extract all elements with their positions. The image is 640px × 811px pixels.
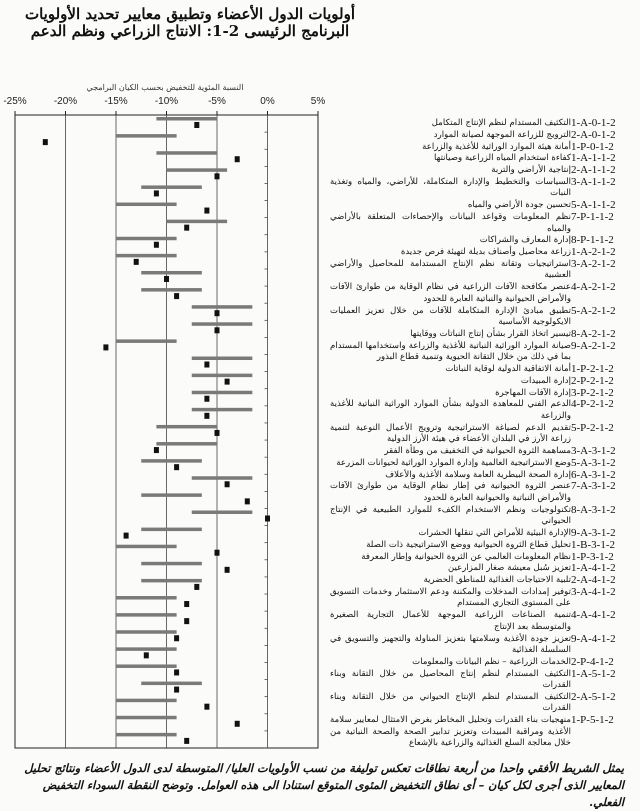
range-bar [192, 391, 253, 395]
row-text: تنمية الصناعات الزراعية الموجهة للأعمال التجارية الصغيرة والمتوسطة بعد الإنتاج [330, 610, 571, 632]
row-label [330, 177, 635, 200]
actual-marker [184, 225, 189, 231]
row-label [330, 399, 635, 422]
row-text: عنصر الثروة الحيوانية في إطار نظام الوقاية من طوارئ الآفات والأمراض النباتية والحيوانية العابرة للحدود [330, 481, 571, 503]
row-label [330, 364, 635, 376]
range-bar [192, 374, 253, 378]
row-label [330, 669, 635, 692]
range-bar [167, 168, 228, 172]
actual-marker [204, 208, 209, 214]
row-code: 5-A-2-1-2 [571, 304, 616, 317]
row-text: منهجيات بناء القدرات وتحليل المخاطر بغرض الامتثال لمعايير سلامة الأغذية ومراقبة المبيدات وتعزيز تدابير الصحة والصحة النباتية من خلال معالجة السلع الغذائية والزراعية بالإشعاع [330, 715, 571, 749]
range-bar [116, 134, 177, 138]
row-label [330, 610, 635, 633]
row-code: 4-A-4-1-2 [571, 609, 616, 622]
row-label [330, 235, 635, 247]
range-chart [0, 90, 330, 755]
actual-marker [124, 533, 129, 539]
range-bar [116, 203, 177, 207]
row-code: 3-A-3-1-2 [571, 444, 616, 457]
range-bar [116, 733, 177, 737]
row-text: مساهمة الثروة الحيوانية في التخفيف من وطأة الفقر [384, 445, 571, 456]
x-tick-label: -20% [53, 96, 78, 107]
row-text: التكثيف المستدام لنظم إنتاج المحاصيل من خلال التقانة وبناء القدرات [330, 668, 571, 691]
actual-marker [144, 652, 149, 658]
row-code: 4-P-2-1-2 [571, 398, 614, 411]
actual-marker [204, 396, 209, 402]
row-text: الخدمات الزراعية – نظم البيانات والمعلومات [412, 656, 571, 667]
x-tick-label: -5% [208, 96, 226, 107]
range-bar [141, 271, 202, 275]
row-text: الإدارة البيئية للأمراض التي تنقلها الحشرات [418, 527, 571, 538]
actual-marker [154, 190, 159, 196]
actual-marker [134, 259, 139, 265]
actual-marker [215, 173, 220, 179]
row-text: السياسات والتخطيط والإدارة المتكاملة، للأراضي، والمياه وتغذية النبات [330, 176, 571, 199]
row-code: 3-A-1-1-2 [571, 175, 616, 188]
x-tick-label: -25% [3, 96, 27, 107]
range-bar [192, 510, 253, 513]
range-bar [141, 682, 202, 686]
row-code: 8-A-2-1-2 [571, 327, 616, 340]
row-text: تكنولوجيات ونظم الاستخدام الكفء للموارد الطبيعية في الإنتاج الحيواني [330, 504, 571, 527]
actual-marker [204, 704, 209, 710]
range-bar [116, 237, 177, 241]
actual-marker [245, 498, 250, 504]
actual-marker [174, 464, 179, 470]
row-code: 5-A-3-1-2 [571, 456, 616, 469]
x-tick-label: 0% [260, 96, 275, 107]
range-bar [167, 220, 228, 224]
actual-marker [225, 481, 230, 487]
x-axis-label: النسبة المئوية للتخفيض بحسب الكيان البرامجي [86, 83, 244, 92]
actual-marker [225, 567, 230, 573]
range-bar [192, 305, 253, 309]
row-label [330, 715, 635, 750]
actual-marker [184, 618, 189, 624]
row-text: استراتيجيات وتقانة نظم الإنتاج المستدامة للمحاصيل والأراضي العشبية [330, 258, 571, 281]
chart-footnote: يمثل الشريط الأفقي واحدا من أربعة نطاقات تعكس توليفة من نسب الأولويات العليا/ المتوسطة لدى الدول الأعضاء ونتائج تحليل المعايير الذى أجرى لكل كيان – أى نطاق التخفيض المئوى المتوقع استنادا الى هذه العوامل. وتوضح النقطة السوداء التخفيض الفعلي. [24, 761, 624, 809]
row-code: 3-A-4-1-2 [571, 585, 616, 598]
row-text: تحسين جودة الأراضي والمياه [467, 200, 571, 211]
row-label [330, 458, 635, 470]
actual-marker [235, 156, 240, 162]
range-bar [116, 716, 177, 720]
range-bar [116, 254, 177, 258]
range-bar [141, 562, 202, 566]
row-code: 2-A-0-1-2 [571, 128, 616, 141]
row-label [330, 130, 635, 142]
row-label [330, 341, 635, 364]
actual-marker [174, 687, 179, 693]
row-code: 9-A-4-1-2 [571, 632, 616, 645]
row-label [330, 388, 635, 400]
row-text: تعزيز سُبل معيشة صغار المزارعين [448, 563, 571, 574]
row-code: 8-P-1-1-2 [571, 234, 614, 247]
range-bar [116, 699, 177, 703]
row-label [330, 634, 635, 657]
row-labels [330, 118, 635, 750]
row-text: تطبيق مبادئ الإدارة المتكاملة للآفات من خلال تعزيز العمليات الايكولوجية الأساسية [330, 305, 571, 328]
range-bar [192, 408, 253, 412]
actual-marker [204, 413, 209, 419]
row-code: 2-A-1-1-2 [571, 164, 616, 177]
x-tick-label: -10% [154, 96, 179, 107]
row-label [330, 142, 635, 154]
row-label [330, 505, 635, 528]
row-label [330, 692, 635, 715]
range-bar [141, 528, 202, 532]
range-bar [141, 459, 202, 463]
actual-marker [215, 430, 220, 436]
row-code: 1-P-0-1-2 [571, 140, 614, 153]
actual-marker [184, 601, 189, 607]
row-code: 2-P-4-1-2 [571, 655, 614, 668]
range-bar [192, 322, 253, 326]
row-label [330, 423, 635, 446]
row-code: 1-A-2-1-2 [571, 246, 616, 259]
row-text: كفاءة استخدام المياه الزراعية وصيانتها [433, 153, 571, 164]
row-code: 1-A-0-1-2 [571, 117, 616, 129]
actual-marker [194, 122, 199, 128]
row-code: 5-A-1-1-2 [571, 199, 616, 212]
row-text: الترويج للزراعة الموجهة لصيانة الموارد [433, 129, 571, 140]
x-tick-label: 5% [310, 96, 326, 107]
range-bar [192, 476, 253, 480]
row-label [330, 306, 635, 329]
range-bar [116, 630, 177, 634]
range-bar [156, 442, 217, 446]
actual-marker [194, 584, 199, 590]
actual-marker [204, 362, 209, 368]
row-code: 3-P-2-1-2 [571, 386, 614, 399]
row-label [330, 552, 635, 564]
row-text: إدارة الآفات المهاجرة [495, 387, 571, 398]
actual-marker [215, 310, 220, 316]
row-label [330, 657, 635, 669]
row-label [330, 376, 635, 388]
actual-marker [184, 738, 189, 744]
range-bar [156, 425, 217, 429]
range-bar [141, 185, 202, 189]
row-code: 2-A-5-1-2 [571, 690, 616, 703]
row-code: 3-A-2-1-2 [571, 257, 616, 270]
row-text: نظم المعلومات وقواعد البيانات والإحصاءات المتعلقة بالأراضي والمياه [330, 212, 571, 234]
row-code: 1-A-4-1-2 [571, 562, 616, 575]
row-text: وضع الاستراتيجية العالمية وإدارة الموارد الوراثية لحيوانات المزرعة [336, 457, 571, 468]
row-label [330, 563, 635, 575]
row-text: أمانة الاتفاقية الدولية لوقاية النباتات [445, 363, 571, 374]
row-label [330, 212, 635, 235]
row-text: عنصر مكافحة الآفات الزراعية في نظام الوقاية من طوارئ الآفات والأمراض الحيوانية والنباتية العابرة للحدود [330, 282, 571, 304]
range-bar [116, 339, 177, 343]
row-code: 1-P-3-1-2 [571, 550, 614, 563]
row-text: التكثيف المستدام لنظم الإنتاج الحيواني من خلال التقانة وبناء القدرات [330, 691, 571, 714]
range-bar [141, 579, 202, 583]
row-text: إدارة المبيدات [520, 375, 571, 386]
row-label [330, 481, 635, 504]
row-label [330, 165, 635, 177]
row-code: 1-A-1-1-2 [571, 152, 616, 165]
range-bar [116, 545, 177, 549]
actual-marker [154, 447, 159, 453]
row-text: زراعة محاصيل وأصناف بديلة لتهيئة فرص جديدة [400, 247, 571, 258]
row-code: 9-A-3-1-2 [571, 526, 616, 539]
row-text: تعزيز جودة الأغذية وسلامتها بتعزيز المناولة والتجهيز والتسويق في السلسلة الغذائية [330, 633, 571, 655]
row-label [330, 446, 635, 458]
row-text: إنتاجية الأراضي والتربة [491, 165, 571, 176]
x-tick-label: -15% [104, 96, 128, 107]
row-label [330, 153, 635, 165]
row-label [330, 575, 635, 587]
row-text: إدارة المعارف والشراكات [479, 235, 571, 246]
row-label [330, 528, 635, 540]
actual-marker [174, 669, 179, 675]
actual-marker [265, 515, 270, 521]
row-code: 9-A-2-1-2 [571, 339, 616, 352]
row-code: 1-P-5-1-2 [571, 714, 614, 727]
range-bar [192, 357, 253, 361]
row-text: التكثيف المستدام لنظم الإنتاج المتكامل [431, 118, 571, 128]
actual-marker [174, 293, 179, 299]
row-text: أمانة هيئة الموارد الوراثية للأغذية والزراعة [422, 141, 571, 152]
row-text: توفير إمدادات المدخلات والمكننة ودعم الاستثمار وخدمات التسويق على المستوى التجاري المستدام [330, 586, 571, 609]
row-text: تلبية الاحتياجات الغذائية للمناطق الحضرية [423, 575, 571, 586]
row-code: 4-A-2-1-2 [571, 281, 616, 294]
row-code: 7-P-1-1-2 [571, 211, 614, 224]
row-code: 2-A-4-1-2 [571, 574, 616, 587]
range-bar [116, 613, 177, 617]
row-text: تقديم الدعم لصياغة الاستراتيجية وترويج الأعمال النوعية لتنمية زراعة الأرز في البلدان الأعضاء في هيئة الأرز الدولية [330, 422, 571, 445]
range-bar [156, 117, 217, 121]
row-label [330, 247, 635, 259]
row-code: 1-P-2-1-2 [571, 362, 614, 375]
row-text: صيانة الموارد الوراثية النباتية للأغذية والزراعة واستخدامها المستدام بما في ذلك من خلال التقانة الحيوية وتنمية قطاع البذور [330, 340, 571, 363]
actual-marker [235, 721, 240, 727]
actual-marker [164, 276, 169, 282]
row-label [330, 587, 635, 610]
actual-marker [215, 327, 220, 333]
row-code: 5-P-2-1-2 [571, 421, 614, 434]
row-label [330, 470, 635, 482]
row-text: إدارة الصحة البيطرية العامة وسلامة الأغذية والأعلاف [385, 469, 571, 480]
row-code: 2-P-2-1-2 [571, 374, 614, 387]
row-text: الدعم الفني للمعاهدة الدولية بشأن الموارد الوراثية النباتية للأغذية والزراعة [330, 399, 571, 421]
actual-marker [103, 344, 108, 350]
page-subtitle: البرنامج الرئيسى 2-1: الانتاج الزراعي ونظم الدعم [30, 22, 350, 40]
range-bar [116, 647, 177, 651]
row-text: نظام المعلومات العالمي عن الثروة الحيوانية وإطار المعرفة [361, 551, 571, 562]
range-bar [156, 151, 217, 155]
row-label [330, 259, 635, 282]
range-bar [116, 596, 177, 600]
actual-marker [174, 635, 179, 641]
row-code: 6-A-3-1-2 [571, 468, 616, 481]
row-code: 8-A-3-1-2 [571, 503, 616, 516]
row-code: 7-A-3-1-2 [571, 480, 616, 493]
range-bar [141, 493, 202, 497]
row-label [330, 118, 635, 130]
row-label [330, 329, 635, 341]
row-text: تحليل قطاع الثروة الحيوانية ووضع الاستراتيجية ذات الصلة [366, 539, 571, 550]
row-text: تيسير اتخاذ القرار بشأن إنتاج النباتات ووقايتها [410, 328, 571, 339]
row-label [330, 540, 635, 552]
row-code: 1-A-5-1-2 [571, 667, 616, 680]
range-bar [116, 664, 177, 668]
page-title: أولويات الدول الأعضاء وتطبيق معايير تحديد الأولويات [24, 5, 356, 23]
row-label [330, 282, 635, 305]
row-code: 1-B-3-1-2 [571, 538, 615, 551]
actual-marker [215, 550, 220, 556]
row-label [330, 200, 635, 212]
range-bar [141, 288, 202, 292]
actual-marker [43, 139, 48, 145]
actual-marker [154, 242, 159, 248]
actual-marker [225, 379, 230, 385]
